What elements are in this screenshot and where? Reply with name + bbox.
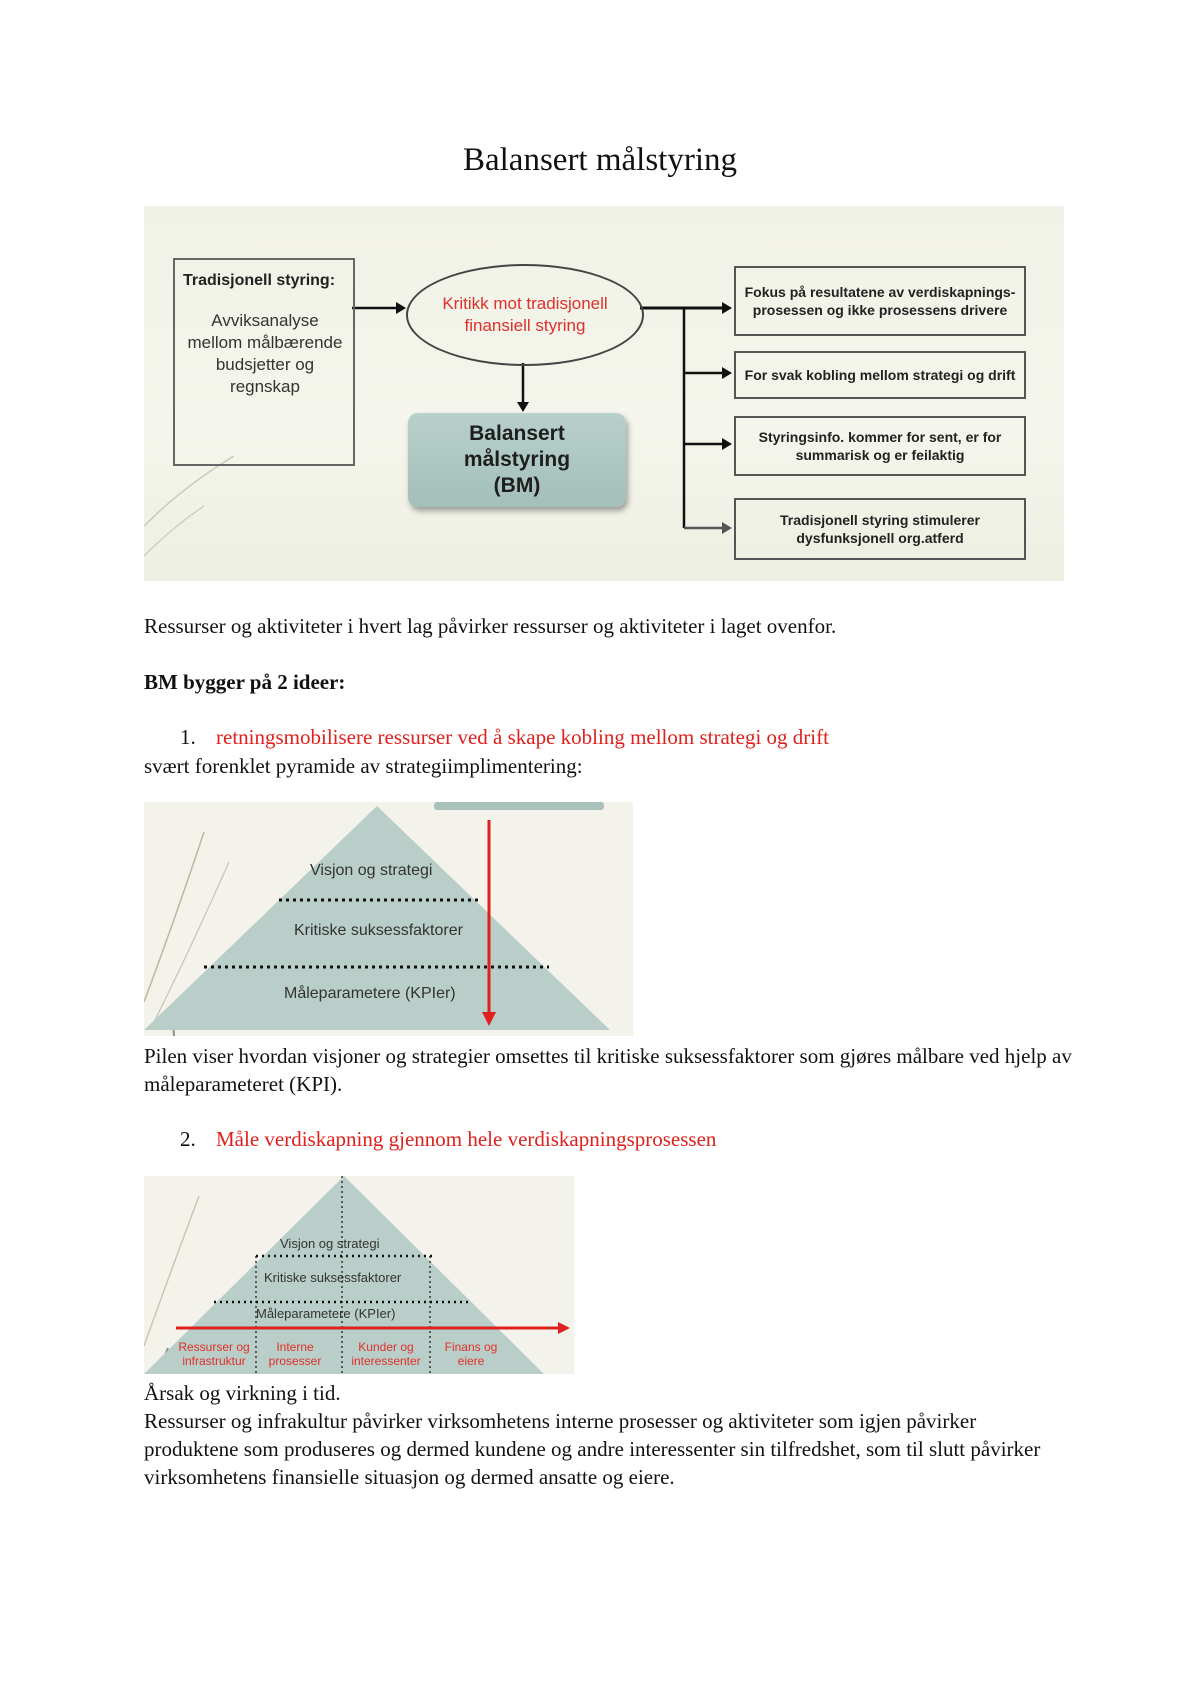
vc-stage-internal: Interne prosesser bbox=[268, 1340, 322, 1368]
traditional-steering-heading: Tradisjonell styring: bbox=[183, 272, 336, 289]
page-title: Balansert målstyring bbox=[462, 142, 738, 178]
criticism-box-3 bbox=[734, 416, 1026, 476]
vc-level-kpi: Måleparametere (KPIer) bbox=[256, 1306, 396, 1321]
pyramid-level-vision: Visjon og strategi bbox=[310, 862, 433, 879]
vc-level-vision: Visjon og strategi bbox=[280, 1236, 380, 1251]
cause-paragraph: Ressurser og infrakultur påvirker virksomhetens interne prosesser og aktiviteter som igjen påvirker produktene som produseres og dermed kundene og andre interessenter sin tilfredshet, som til slutt påvirker virksomhetens finansielle situasjon og dermed ansatte og eiere. bbox=[144, 1409, 1041, 1489]
traditional-vs-bm-diagram bbox=[144, 206, 1064, 581]
value-chain-pyramid bbox=[144, 1176, 574, 1374]
criticism-ellipse bbox=[406, 264, 644, 366]
vc-stage-finance: Finans og eiere bbox=[444, 1340, 498, 1368]
bm-box bbox=[408, 413, 626, 507]
idea-2-text: Måle verdiskapning gjennom hele verdiskapningsprosessen bbox=[216, 1127, 717, 1151]
resources-paragraph: Ressurser og aktiviteter i hvert lag påvirker ressurser og aktiviteter i laget ovenfor. bbox=[144, 614, 837, 638]
idea-1-sub: svært forenklet pyramide av strategiimplimentering: bbox=[144, 754, 583, 778]
idea-1-text: retningsmobilisere ressurser ved å skape kobling mellom strategi og drift bbox=[216, 725, 829, 749]
criticism-box-2 bbox=[734, 351, 1026, 399]
strategy-pyramid bbox=[144, 802, 633, 1036]
idea-1 bbox=[180, 723, 1080, 751]
criticism-box-4 bbox=[734, 498, 1026, 560]
pyramid-level-csf: Kritiske suksessfaktorer bbox=[294, 922, 463, 939]
criticism-box-3-text: Styringsinfo. kommer for sent, er for summarisk og er feilaktig bbox=[758, 429, 1002, 463]
idea-2-number: 2. bbox=[180, 1127, 196, 1151]
criticism-box-2-text: For svak kobling mellom strategi og drift bbox=[744, 367, 1016, 383]
ideas-heading: BM bygger på 2 ideer: bbox=[144, 670, 346, 694]
criticism-box-1-text: Fokus på resultatene av verdiskapnings-prosessen og ikke prosessens drivere bbox=[744, 284, 1016, 318]
pyramid-level-kpi: Måleparametere (KPIer) bbox=[284, 985, 456, 1002]
criticism-box-1 bbox=[734, 266, 1026, 336]
vc-stage-customers: Kunder og interessenter bbox=[351, 1340, 421, 1368]
traditional-steering-body: Avviksanalyse mellom målbærende budsjetter og regnskap bbox=[187, 311, 343, 396]
traditional-steering-box bbox=[173, 258, 355, 466]
cause-line: Årsak og virkning i tid. bbox=[144, 1381, 341, 1405]
criticism-box-4-text: Tradisjonell styring stimulerer dysfunksjonell org.atferd bbox=[780, 512, 980, 546]
criticism-text: Kritikk mot tradisjonell finansiell styring bbox=[442, 294, 608, 335]
pyramid-caption: Pilen viser hvordan visjoner og strategier omsettes til kritiske suksessfaktorer som gjøres målbare ved hjelp av måleparameteret (KPI). bbox=[144, 1044, 1072, 1096]
bm-box-label: Balansert målstyring (BM) bbox=[463, 422, 571, 497]
idea-2 bbox=[180, 1125, 1080, 1153]
idea-1-number: 1. bbox=[180, 725, 196, 749]
vc-level-csf: Kritiske suksessfaktorer bbox=[264, 1270, 402, 1285]
vc-stage-resources: Ressurser og infrastruktur bbox=[178, 1340, 250, 1368]
